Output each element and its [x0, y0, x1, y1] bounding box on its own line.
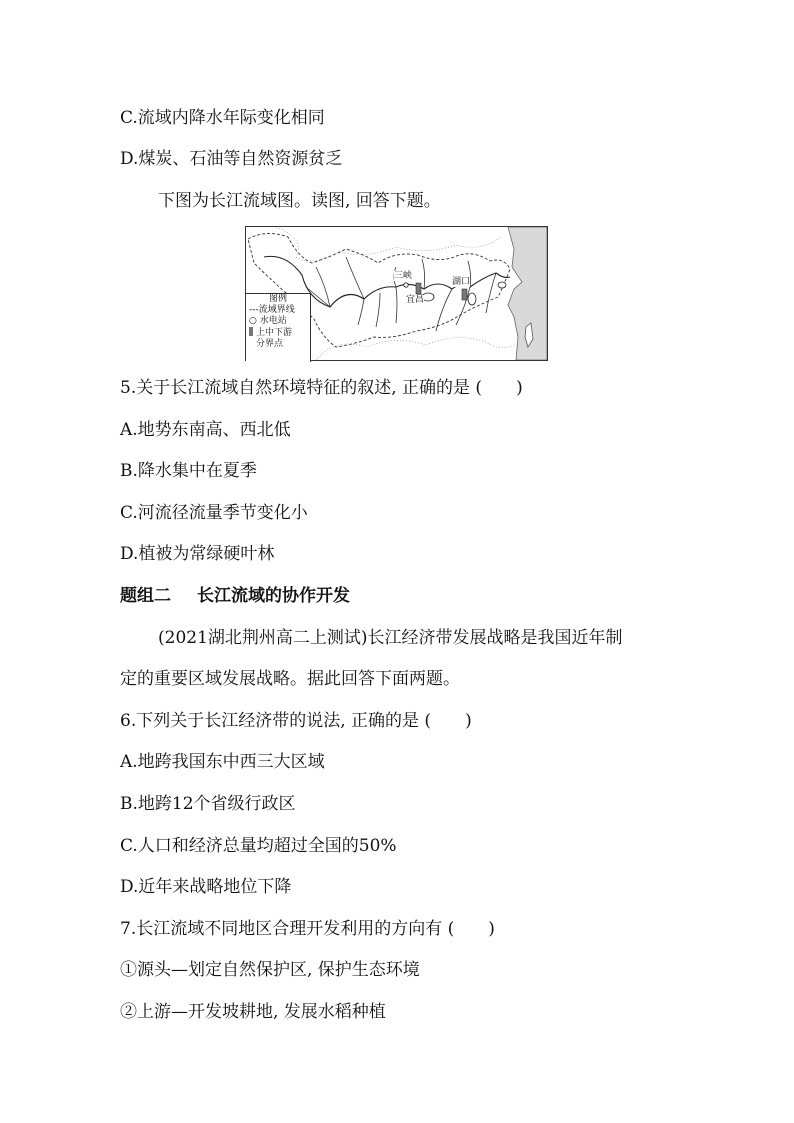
map-label-yichang: 宜昌	[406, 295, 425, 305]
q5-option-b: B.降水集中在夏季	[120, 461, 257, 481]
q4-option-c: C.流域内降水年际变化相同	[120, 108, 325, 128]
section-heading	[120, 585, 350, 607]
legend-division: 上中下游	[246, 327, 310, 339]
hydro-circle-icon: ○	[249, 316, 260, 326]
division-point-hukou	[462, 289, 467, 300]
q7-stem: 7.长江流域不同地区合理开发利用的方向有 ( )	[120, 919, 495, 939]
q5-stem: 5.关于长江流域自然环境特征的叙述, 正确的是 ( )	[120, 378, 523, 398]
hydro-station-sanxia	[404, 283, 408, 287]
q5-option-c: C.河流径流量季节变化小	[120, 503, 308, 523]
q6-stem: 6.下列关于长江经济带的说法, 正确的是 ( )	[120, 711, 472, 731]
q6-option-c: C.人口和经济总量均超过全国的50%	[120, 836, 397, 856]
group-title: 长江流域的协作开发	[197, 586, 350, 606]
map-label-hukou: 湖口	[452, 277, 471, 287]
group-label: 题组二	[120, 586, 171, 606]
legend-boundary: ---流域界线	[249, 305, 295, 315]
q4-option-d: D.煤炭、石油等自然资源贫乏	[120, 149, 343, 169]
division-marker-icon	[249, 327, 253, 336]
map-legend	[246, 293, 311, 362]
q6-option-d: D.近年来战略地位下降	[120, 877, 292, 897]
map-label-sanxia: 三峡	[394, 271, 413, 281]
q6-option-b: B.地跨12个省级行政区	[120, 794, 296, 814]
dashed-line-icon: ---	[249, 305, 259, 315]
province-border	[276, 227, 501, 261]
passage-line-1: (2021湖北荆州高二上测试)长江经济带发展战略是我国近年制	[158, 628, 623, 648]
q6-option-a: A.地跨我国东中西三大区域	[120, 752, 325, 772]
yangtze-basin-map	[245, 226, 548, 361]
q7-option-2: ②上游—开发坡耕地, 发展水稻种植	[120, 1002, 386, 1022]
lake-tai	[498, 282, 506, 288]
tributaries	[306, 257, 496, 331]
division-point-yichang	[416, 283, 421, 294]
legend-title: 图例	[268, 294, 287, 304]
q5-option-a: A.地势东南高、西北低	[120, 420, 291, 440]
lake-poyang	[468, 293, 476, 305]
province-border	[316, 338, 514, 360]
passage-line-2: 定的重要区域发展战略。据此回答下面两题。	[120, 669, 460, 689]
legend-division-line2: 分界点	[256, 339, 284, 349]
legend-hydro: ○ 水电站	[249, 316, 287, 326]
map-intro: 下图为长江流域图。读图, 回答下题。	[158, 191, 441, 211]
q5-option-d: D.植被为常绿硬叶林	[120, 544, 275, 564]
q7-option-1: ①源头—划定自然保护区, 保护生态环境	[120, 960, 420, 980]
